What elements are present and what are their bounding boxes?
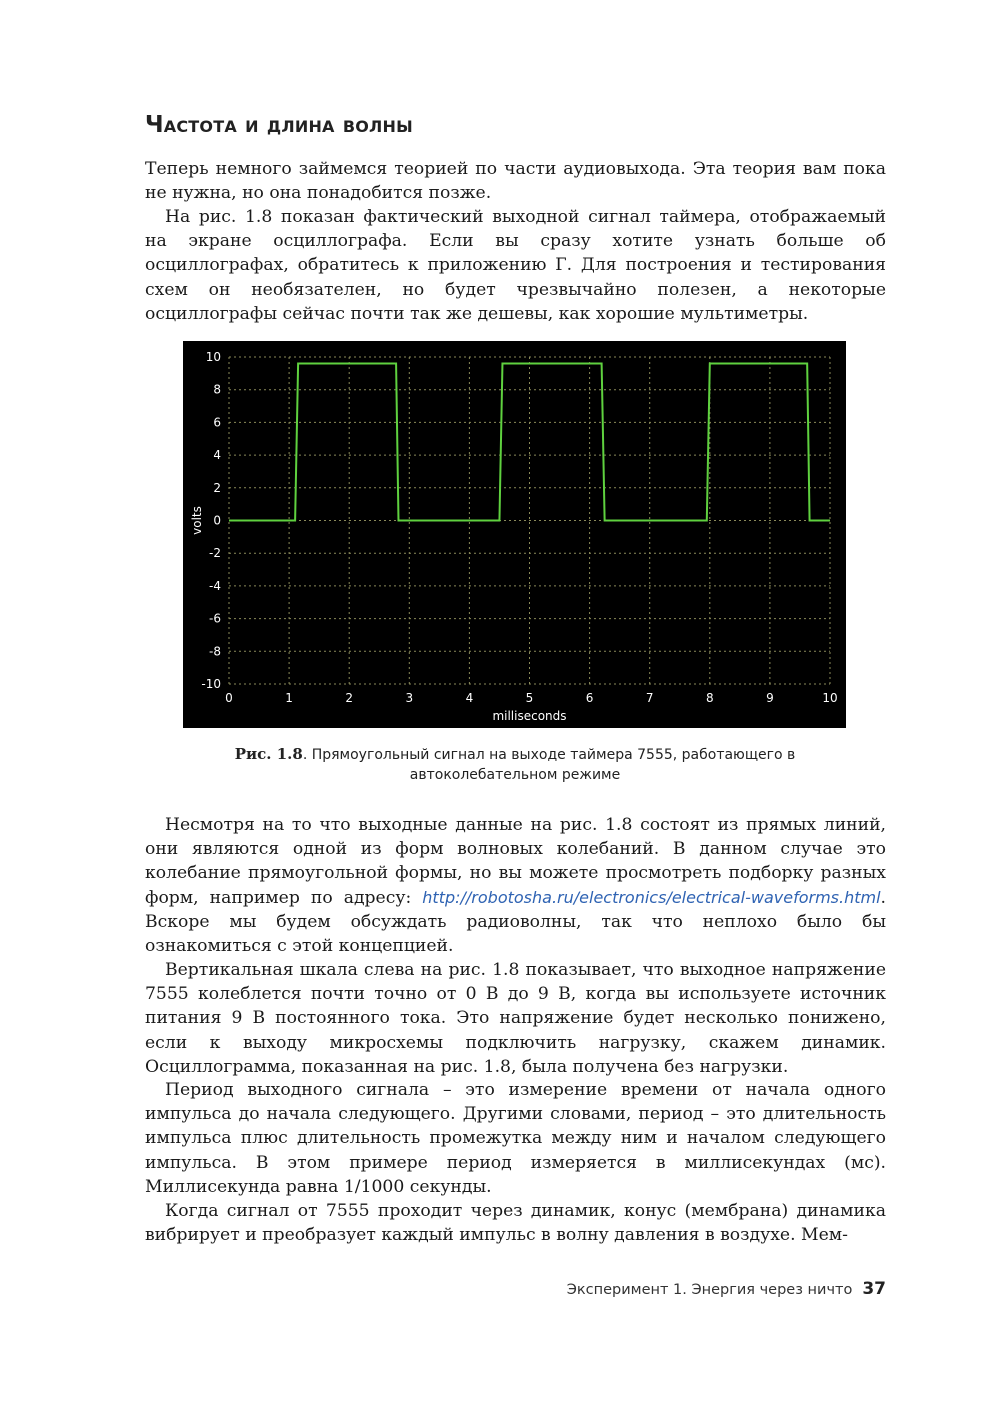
y-tick-label: 8 xyxy=(213,382,221,397)
running-title: Эксперимент 1. Энергия через ничто xyxy=(566,1282,853,1298)
x-tick-label: 3 xyxy=(405,691,414,705)
x-tick-label: 9 xyxy=(766,691,774,705)
x-tick-label: 4 xyxy=(465,691,474,705)
figure-caption xyxy=(200,744,830,785)
x-tick-label: 6 xyxy=(585,691,594,705)
y-tick-label: 4 xyxy=(213,448,221,463)
oscilloscope-figure xyxy=(183,341,846,728)
y-tick-label: -2 xyxy=(209,546,221,561)
y-tick-label: -6 xyxy=(209,611,221,626)
paragraph-waveforms-text-a: Несмотря на то что выходные данные на рис. 1.8 состоят из прямых линий, они являются одной из форм волновых колебаний. В данном случае это колебание прямоугольной формы, но вы можете просмотреть подборку разных форм, например по адресу: xyxy=(145,815,886,908)
x-axis-label: milliseconds xyxy=(492,709,567,723)
page-footer xyxy=(540,1279,886,1299)
figure-caption-label: Рис. 1.8 xyxy=(234,745,303,763)
y-tick-label: -8 xyxy=(209,644,221,659)
paragraph-waveforms xyxy=(145,813,886,958)
y-tick-label: 6 xyxy=(213,415,221,430)
y-tick-label: -10 xyxy=(201,677,221,691)
waveforms-link[interactable]: http://robotosha.ru/electronics/electrical-waveforms.html xyxy=(422,887,881,907)
x-tick-label: 10 xyxy=(822,691,838,705)
y-tick-label: 2 xyxy=(213,480,221,495)
y-tick-label: -4 xyxy=(209,578,221,593)
y-axis-label: volts xyxy=(190,506,204,535)
square-wave-chart xyxy=(183,341,846,728)
paragraph-speaker: Когда сигнал от 7555 проходит через динамик, конус (мембрана) динамика вибрирует и преобразует каждый импульс в волну давления в воздухе. Мем- xyxy=(145,1201,886,1246)
section-heading: Частота и длина волны xyxy=(145,112,413,138)
x-tick-label: 5 xyxy=(525,691,534,705)
y-tick-label: 0 xyxy=(213,513,221,528)
y-tick-label: 10 xyxy=(205,350,221,364)
page-number: 37 xyxy=(862,1279,886,1299)
x-tick-label: 0 xyxy=(225,691,233,705)
paragraph-figure-intro: На рис. 1.8 показан фактический выходной сигнал таймера, отображаемый на экране осциллографа. Если вы сразу хотите узнать больше об осциллографах, обратитесь к приложению Г. Для построения и тестирования схем он необязателен, но будет чрезвычайно полезен, а некоторые осциллографы сейчас почти так же дешевы, как хорошие мультиметры. xyxy=(145,207,886,324)
figure-caption-text: . Прямоугольный сигнал на выходе таймера 7555, работающего в автоколебательном режиме xyxy=(302,747,796,783)
paragraph-vertical-scale: Вертикальная шкала слева на рис. 1.8 показывает, что выходное напряжение 7555 колеблется почти точно от 0 В до 9 В, когда вы используете источник питания 9 В постоянного тока. Это напряжение будет несколько понижено, если к выходу микросхемы подключить нагрузку, скажем динамик. Осциллограмма, показанная на рис. 1.8, была получена без нагрузки. xyxy=(145,960,886,1077)
paragraph-intro: Теперь немного займемся теорией по части аудиовыхода. Эта теория вам пока не нужна, но она понадобится позже. xyxy=(145,159,886,204)
paragraph-waveforms-text-b: . Вскоре мы будем обсуждать радиоволны, так что неплохо было бы ознакомиться с этой концепцией. xyxy=(145,887,886,957)
x-tick-label: 8 xyxy=(705,691,714,705)
x-tick-label: 1 xyxy=(285,691,293,705)
paragraph-period: Период выходного сигнала – это измерение времени от начала одного импульса до начала следующего. Другими словами, период – это длительность импульса плюс длительность промежутка между ним и началом следующего импульса. В этом примере период измеряется в миллисекундах (мс). Миллисекунда равна 1/1000 секунды. xyxy=(145,1080,886,1197)
x-tick-label: 2 xyxy=(345,691,354,705)
x-tick-label: 7 xyxy=(645,691,654,705)
